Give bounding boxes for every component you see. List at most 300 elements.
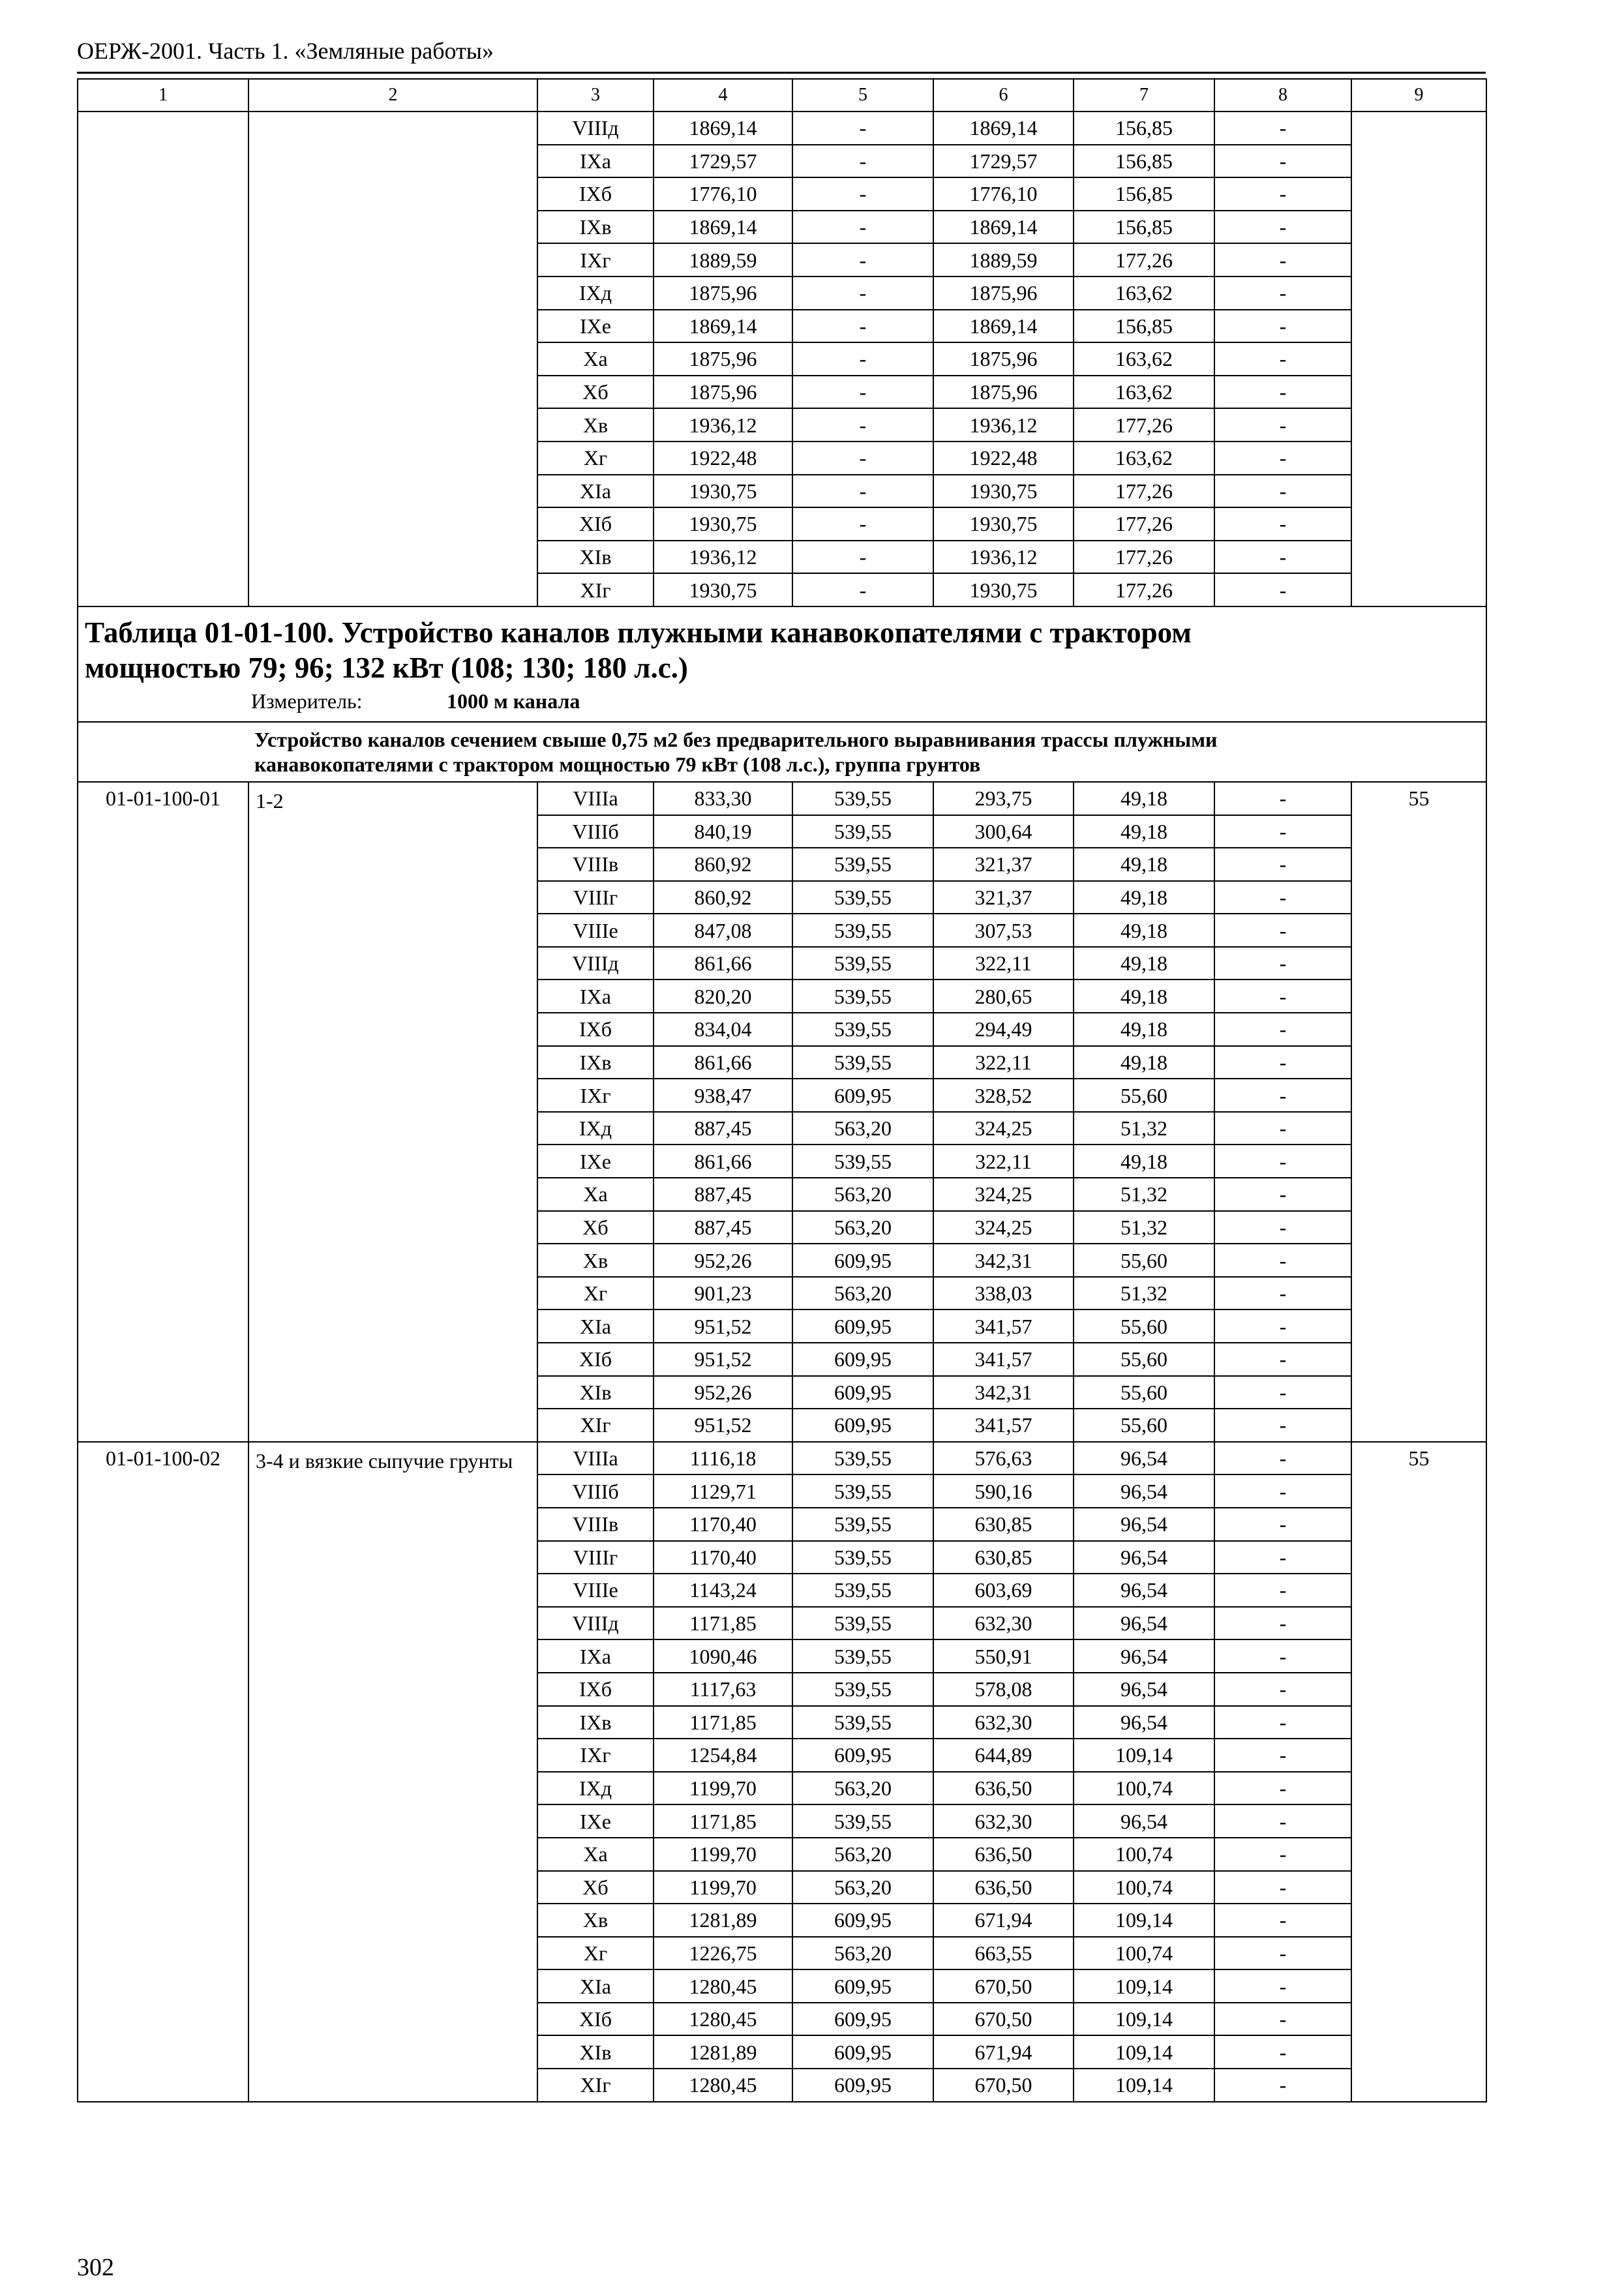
data-cell: 1936,12: [654, 541, 792, 574]
data-cell: -: [1214, 1013, 1351, 1046]
data-cell: VIIIе: [537, 914, 654, 947]
data-cell: 109,14: [1074, 2003, 1214, 2036]
data-cell: 100,74: [1074, 1838, 1214, 1871]
table-row: [78, 782, 1486, 815]
data-cell: 1254,84: [654, 1739, 792, 1772]
data-cell: 563,20: [792, 1178, 933, 1211]
data-cell: 609,95: [792, 1409, 933, 1442]
data-cell: 322,11: [933, 947, 1074, 980]
data-cell: 539,55: [792, 848, 933, 881]
data-cell: -: [1214, 1178, 1351, 1211]
data-cell: 1889,59: [654, 243, 792, 277]
data-cell: Xг: [537, 441, 654, 475]
data-cell: -: [792, 408, 933, 441]
data-cell: 1869,14: [654, 310, 792, 343]
data-cell: Xа: [537, 342, 654, 376]
data-cell: 887,45: [654, 1178, 792, 1211]
data-cell: 563,20: [792, 1112, 933, 1145]
data-cell: 1930,75: [933, 573, 1074, 606]
data-cell: 321,37: [933, 881, 1074, 914]
data-cell: 1875,96: [933, 376, 1074, 409]
data-cell: 1936,12: [654, 408, 792, 441]
data-cell: XIб: [537, 1343, 654, 1376]
data-cell: 156,85: [1074, 112, 1214, 145]
data-cell: 563,20: [792, 1211, 933, 1244]
page-number: 302: [77, 2254, 114, 2281]
data-cell: 322,11: [933, 1144, 1074, 1178]
data-cell: -: [1214, 1804, 1351, 1838]
data-cell: -: [1214, 1277, 1351, 1310]
data-cell: XIб: [537, 2003, 654, 2036]
data-cell: 1199,70: [654, 1772, 792, 1805]
data-cell: -: [1214, 573, 1351, 606]
subheading-line: канавокопателями с трактором мощностью 79 кВт (108 л.с.), группа грунтов: [254, 752, 981, 776]
data-cell: 96,54: [1074, 1474, 1214, 1508]
data-cell: XIг: [537, 1409, 654, 1442]
data-cell: 49,18: [1074, 1046, 1214, 1079]
data-cell: 96,54: [1074, 1706, 1214, 1739]
data-cell: 163,62: [1074, 277, 1214, 310]
data-cell: -: [1214, 1871, 1351, 1904]
data-cell: -: [792, 112, 933, 145]
data-cell: IXг: [537, 1079, 654, 1112]
data-cell: -: [1214, 211, 1351, 244]
data-cell: 156,85: [1074, 177, 1214, 211]
data-cell: 938,47: [654, 1079, 792, 1112]
data-cell: 1226,75: [654, 1937, 792, 1970]
data-cell: Xв: [537, 1244, 654, 1277]
data-cell: 1281,89: [654, 1904, 792, 1937]
data-cell: 109,14: [1074, 1739, 1214, 1772]
data-cell: -: [1214, 1309, 1351, 1343]
data-cell: 96,54: [1074, 1442, 1214, 1475]
data-cell: 861,66: [654, 1046, 792, 1079]
data-cell: 324,25: [933, 1211, 1074, 1244]
data-cell: 833,30: [654, 782, 792, 815]
soil-group: 3-4 и вязкие сыпучие грунты: [248, 1442, 537, 2102]
data-cell: -: [1214, 1639, 1351, 1673]
data-cell: 632,30: [933, 1804, 1074, 1838]
header-rule: [77, 72, 1486, 74]
data-cell: 609,95: [792, 1309, 933, 1343]
soil-group: 1-2: [248, 782, 537, 1442]
data-cell: 861,66: [654, 947, 792, 980]
data-cell: 539,55: [792, 1706, 933, 1739]
data-cell: -: [1214, 881, 1351, 914]
data-cell: 609,95: [792, 1904, 933, 1937]
data-cell: 49,18: [1074, 1144, 1214, 1178]
data-cell: 539,55: [792, 1541, 933, 1574]
data-cell: IXв: [537, 1046, 654, 1079]
data-cell: -: [1214, 1673, 1351, 1706]
data-cell: 109,14: [1074, 2069, 1214, 2102]
data-cell: VIIIб: [537, 815, 654, 848]
data-cell: 550,91: [933, 1639, 1074, 1673]
subheading-cell: [78, 722, 1486, 782]
data-cell: -: [792, 507, 933, 541]
data-cell: 293,75: [933, 782, 1074, 815]
data-cell: -: [1214, 2069, 1351, 2102]
data-cell: 670,50: [933, 2003, 1074, 2036]
data-cell: -: [1214, 1244, 1351, 1277]
data-cell: 156,85: [1074, 310, 1214, 343]
data-cell: 820,20: [654, 980, 792, 1013]
data-cell: 300,64: [933, 815, 1074, 848]
data-cell: 630,85: [933, 1541, 1074, 1574]
data-cell: 342,31: [933, 1244, 1074, 1277]
data-cell: 49,18: [1074, 947, 1214, 980]
data-cell: -: [1214, 1144, 1351, 1178]
table-title-row: [78, 606, 1486, 722]
data-cell: XIг: [537, 2069, 654, 2102]
data-cell: 887,45: [654, 1112, 792, 1145]
data-cell: -: [1214, 1706, 1351, 1739]
data-cell: IXа: [537, 980, 654, 1013]
data-cell: 109,14: [1074, 2035, 1214, 2069]
data-cell: 578,08: [933, 1673, 1074, 1706]
data-cell: 177,26: [1074, 573, 1214, 606]
data-cell: 307,53: [933, 914, 1074, 947]
data-cell: 177,26: [1074, 475, 1214, 508]
data-cell: 887,45: [654, 1211, 792, 1244]
data-cell: -: [1214, 1112, 1351, 1145]
norm-value: 55: [1351, 782, 1486, 1442]
data-cell: 670,50: [933, 1969, 1074, 2003]
data-cell: -: [1214, 243, 1351, 277]
data-cell: -: [1214, 1904, 1351, 1937]
data-cell: 539,55: [792, 1508, 933, 1541]
data-cell: 539,55: [792, 1144, 933, 1178]
data-cell: 1199,70: [654, 1838, 792, 1871]
data-cell: 1869,14: [654, 112, 792, 145]
data-cell: 1930,75: [654, 507, 792, 541]
data-cell: 49,18: [1074, 848, 1214, 881]
data-cell: 539,55: [792, 1804, 933, 1838]
data-cell: 609,95: [792, 1244, 933, 1277]
data-cell: IXб: [537, 1673, 654, 1706]
data-cell: 1869,14: [654, 211, 792, 244]
data-cell: 951,52: [654, 1343, 792, 1376]
data-cell: 1889,59: [933, 243, 1074, 277]
data-cell: IXб: [537, 177, 654, 211]
data-cell: -: [792, 145, 933, 178]
data-cell: -: [792, 342, 933, 376]
data-cell: 1729,57: [654, 145, 792, 178]
data-cell: 1922,48: [654, 441, 792, 475]
data-cell: 663,55: [933, 1937, 1074, 1970]
data-cell: 609,95: [792, 2035, 933, 2069]
data-cell: 1171,85: [654, 1804, 792, 1838]
data-cell: Xб: [537, 1871, 654, 1904]
data-cell: -: [1214, 441, 1351, 475]
data-cell: 539,55: [792, 1013, 933, 1046]
data-cell: 1875,96: [654, 277, 792, 310]
data-cell: 1936,12: [933, 541, 1074, 574]
data-cell: 860,92: [654, 848, 792, 881]
data-cell: 1171,85: [654, 1607, 792, 1640]
data-cell: -: [1214, 507, 1351, 541]
rate-code: 01-01-100-02: [78, 1442, 248, 2102]
data-cell: 563,20: [792, 1838, 933, 1871]
data-cell: 563,20: [792, 1937, 933, 1970]
data-cell: 51,32: [1074, 1277, 1214, 1310]
data-cell: 609,95: [792, 1376, 933, 1409]
data-cell: -: [1214, 1969, 1351, 2003]
data-cell: XIв: [537, 1376, 654, 1409]
data-cell: 1776,10: [654, 177, 792, 211]
data-cell: 51,32: [1074, 1211, 1214, 1244]
data-cell: 539,55: [792, 914, 933, 947]
data-cell: IXд: [537, 277, 654, 310]
data-cell: 1875,96: [933, 342, 1074, 376]
data-cell: -: [1214, 914, 1351, 947]
data-cell: 847,08: [654, 914, 792, 947]
data-cell: -: [792, 573, 933, 606]
data-cell: 341,57: [933, 1343, 1074, 1376]
data-cell: 539,55: [792, 1474, 933, 1508]
data-cell: 563,20: [792, 1277, 933, 1310]
data-cell: IXе: [537, 1804, 654, 1838]
data-cell: Xб: [537, 1211, 654, 1244]
data-cell: 1170,40: [654, 1508, 792, 1541]
data-cell: 539,55: [792, 947, 933, 980]
data-cell: 49,18: [1074, 815, 1214, 848]
data-cell: 539,55: [792, 1639, 933, 1673]
data-cell: 1116,18: [654, 1442, 792, 1475]
data-cell: 1170,40: [654, 1541, 792, 1574]
data-cell: 341,57: [933, 1309, 1074, 1343]
data-cell: IXв: [537, 1706, 654, 1739]
data-cell: Xг: [537, 1277, 654, 1310]
data-cell: -: [1214, 980, 1351, 1013]
data-cell: XIв: [537, 2035, 654, 2069]
data-cell: -: [1214, 1838, 1351, 1871]
data-cell: 96,54: [1074, 1574, 1214, 1607]
data-cell: IXг: [537, 1739, 654, 1772]
data-cell: 1869,14: [933, 310, 1074, 343]
data-cell: 1930,75: [654, 573, 792, 606]
table-row: [78, 112, 1486, 145]
data-cell: 952,26: [654, 1376, 792, 1409]
data-cell: -: [1214, 1442, 1351, 1475]
data-cell: 1875,96: [654, 376, 792, 409]
data-cell: -: [792, 441, 933, 475]
data-cell: -: [1214, 1607, 1351, 1640]
data-cell: 539,55: [792, 1574, 933, 1607]
data-cell: 860,92: [654, 881, 792, 914]
data-cell: 96,54: [1074, 1508, 1214, 1541]
data-cell: 156,85: [1074, 145, 1214, 178]
data-cell: 576,63: [933, 1442, 1074, 1475]
data-cell: 55,60: [1074, 1343, 1214, 1376]
data-cell: 952,26: [654, 1244, 792, 1277]
data-cell: IXб: [537, 1013, 654, 1046]
data-cell: VIIIа: [537, 1442, 654, 1475]
data-cell: 1930,75: [654, 475, 792, 508]
data-cell: 609,95: [792, 1739, 933, 1772]
data-cell: 861,66: [654, 1144, 792, 1178]
data-cell: IXе: [537, 310, 654, 343]
rate-code: 01-01-100-01: [78, 782, 248, 1442]
data-cell: 1171,85: [654, 1706, 792, 1739]
subheading-line: Устройство каналов сечением свыше 0,75 м2 без предварительного выравнивания трассы плужными: [254, 727, 1218, 751]
norm-value: 55: [1351, 1442, 1486, 2102]
data-cell: IXе: [537, 1144, 654, 1178]
data-cell: -: [792, 243, 933, 277]
column-number: 5: [792, 79, 933, 112]
data-cell: 96,54: [1074, 1607, 1214, 1640]
data-cell: 539,55: [792, 1442, 933, 1475]
data-cell: 539,55: [792, 782, 933, 815]
data-cell: 55,60: [1074, 1079, 1214, 1112]
data-cell: 100,74: [1074, 1871, 1214, 1904]
data-cell: 96,54: [1074, 1673, 1214, 1706]
data-cell: XIа: [537, 475, 654, 508]
data-cell: VIIIд: [537, 1607, 654, 1640]
data-cell: 1280,45: [654, 2003, 792, 2036]
data-cell: 951,52: [654, 1309, 792, 1343]
data-cell: 49,18: [1074, 1013, 1214, 1046]
data-cell: 636,50: [933, 1871, 1074, 1904]
data-cell: VIIIв: [537, 1508, 654, 1541]
column-number: 9: [1351, 79, 1486, 112]
data-cell: -: [1214, 342, 1351, 376]
table-title-cell: [78, 606, 1486, 722]
column-number: 8: [1214, 79, 1351, 112]
data-cell: 328,52: [933, 1079, 1074, 1112]
data-cell: Xг: [537, 1937, 654, 1970]
data-cell: -: [1214, 1343, 1351, 1376]
data-cell: IXа: [537, 145, 654, 178]
data-cell: 539,55: [792, 1673, 933, 1706]
data-cell: IXг: [537, 243, 654, 277]
data-cell: 177,26: [1074, 507, 1214, 541]
data-cell: VIIIа: [537, 782, 654, 815]
data-cell: -: [1214, 376, 1351, 409]
data-cell: -: [1214, 1739, 1351, 1772]
data-cell: 644,89: [933, 1739, 1074, 1772]
data-cell: -: [792, 541, 933, 574]
data-cell: VIIIе: [537, 1574, 654, 1607]
data-cell: 96,54: [1074, 1541, 1214, 1574]
data-cell: VIIIд: [537, 947, 654, 980]
data-cell: -: [1214, 1079, 1351, 1112]
data-cell: 539,55: [792, 815, 933, 848]
data-cell: 49,18: [1074, 782, 1214, 815]
data-cell: 109,14: [1074, 1904, 1214, 1937]
data-cell: 1869,14: [933, 112, 1074, 145]
data-cell: Xа: [537, 1838, 654, 1871]
data-cell: 670,50: [933, 2069, 1074, 2102]
data-cell: 632,30: [933, 1706, 1074, 1739]
data-cell: 1199,70: [654, 1871, 792, 1904]
data-cell: 609,95: [792, 1079, 933, 1112]
data-cell: -: [1214, 112, 1351, 145]
rates-table: [77, 78, 1487, 2102]
data-cell: 49,18: [1074, 881, 1214, 914]
data-cell: -: [1214, 947, 1351, 980]
column-number: 7: [1074, 79, 1214, 112]
data-cell: 55,60: [1074, 1409, 1214, 1442]
data-cell: 840,19: [654, 815, 792, 848]
table-title-line: Таблица 01-01-100. Устройство каналов плужными канавокопателями с трактором: [85, 616, 1192, 649]
data-cell: 163,62: [1074, 441, 1214, 475]
data-cell: IXа: [537, 1639, 654, 1673]
data-cell: -: [1214, 1376, 1351, 1409]
data-cell: -: [1214, 2035, 1351, 2069]
data-cell: 609,95: [792, 1969, 933, 2003]
data-cell: -: [1214, 1046, 1351, 1079]
data-cell: 1129,71: [654, 1474, 792, 1508]
page-header: ОЕРЖ-2001. Часть 1. «Земляные работы»: [77, 38, 494, 64]
column-numbers-row: [78, 79, 1486, 112]
data-cell: -: [792, 376, 933, 409]
data-cell: -: [1214, 145, 1351, 178]
data-cell: 324,25: [933, 1178, 1074, 1211]
data-cell: 1117,63: [654, 1673, 792, 1706]
data-cell: 1281,89: [654, 2035, 792, 2069]
data-cell: 609,95: [792, 2003, 933, 2036]
column-number: 2: [248, 79, 537, 112]
data-cell: 539,55: [792, 1607, 933, 1640]
data-cell: 1729,57: [933, 145, 1074, 178]
data-cell: 636,50: [933, 1772, 1074, 1805]
data-cell: 1930,75: [933, 507, 1074, 541]
norm-cell: [1351, 112, 1486, 606]
table-row: [78, 1442, 1486, 1475]
data-cell: Xа: [537, 1178, 654, 1211]
data-cell: VIIIв: [537, 848, 654, 881]
data-cell: 539,55: [792, 980, 933, 1013]
data-cell: 324,25: [933, 1112, 1074, 1145]
data-cell: 321,37: [933, 848, 1074, 881]
data-cell: 177,26: [1074, 408, 1214, 441]
data-cell: 177,26: [1074, 243, 1214, 277]
data-cell: -: [792, 277, 933, 310]
column-number: 1: [78, 79, 248, 112]
data-cell: VIIIг: [537, 1541, 654, 1574]
data-cell: -: [1214, 408, 1351, 441]
data-cell: 1875,96: [933, 277, 1074, 310]
data-cell: -: [1214, 1474, 1351, 1508]
data-cell: 49,18: [1074, 914, 1214, 947]
data-cell: 1869,14: [933, 211, 1074, 244]
data-cell: 163,62: [1074, 342, 1214, 376]
data-cell: 1936,12: [933, 408, 1074, 441]
data-cell: 671,94: [933, 1904, 1074, 1937]
data-cell: 636,50: [933, 1838, 1074, 1871]
data-cell: -: [1214, 1937, 1351, 1970]
data-cell: XIв: [537, 541, 654, 574]
data-cell: -: [1214, 815, 1351, 848]
data-cell: 1280,45: [654, 1969, 792, 2003]
table-title-line: мощностью 79; 96; 132 кВт (108; 130; 180 л.с.): [85, 651, 688, 684]
data-cell: -: [792, 310, 933, 343]
subheading-row: [78, 722, 1486, 782]
data-cell: 1930,75: [933, 475, 1074, 508]
data-cell: XIб: [537, 507, 654, 541]
data-cell: 163,62: [1074, 376, 1214, 409]
data-cell: 280,65: [933, 980, 1074, 1013]
data-cell: 55,60: [1074, 1376, 1214, 1409]
data-cell: -: [1214, 782, 1351, 815]
column-number: 6: [933, 79, 1074, 112]
data-cell: -: [1214, 310, 1351, 343]
data-cell: 51,32: [1074, 1112, 1214, 1145]
data-cell: -: [1214, 1508, 1351, 1541]
data-cell: 55,60: [1074, 1309, 1214, 1343]
data-cell: 539,55: [792, 881, 933, 914]
